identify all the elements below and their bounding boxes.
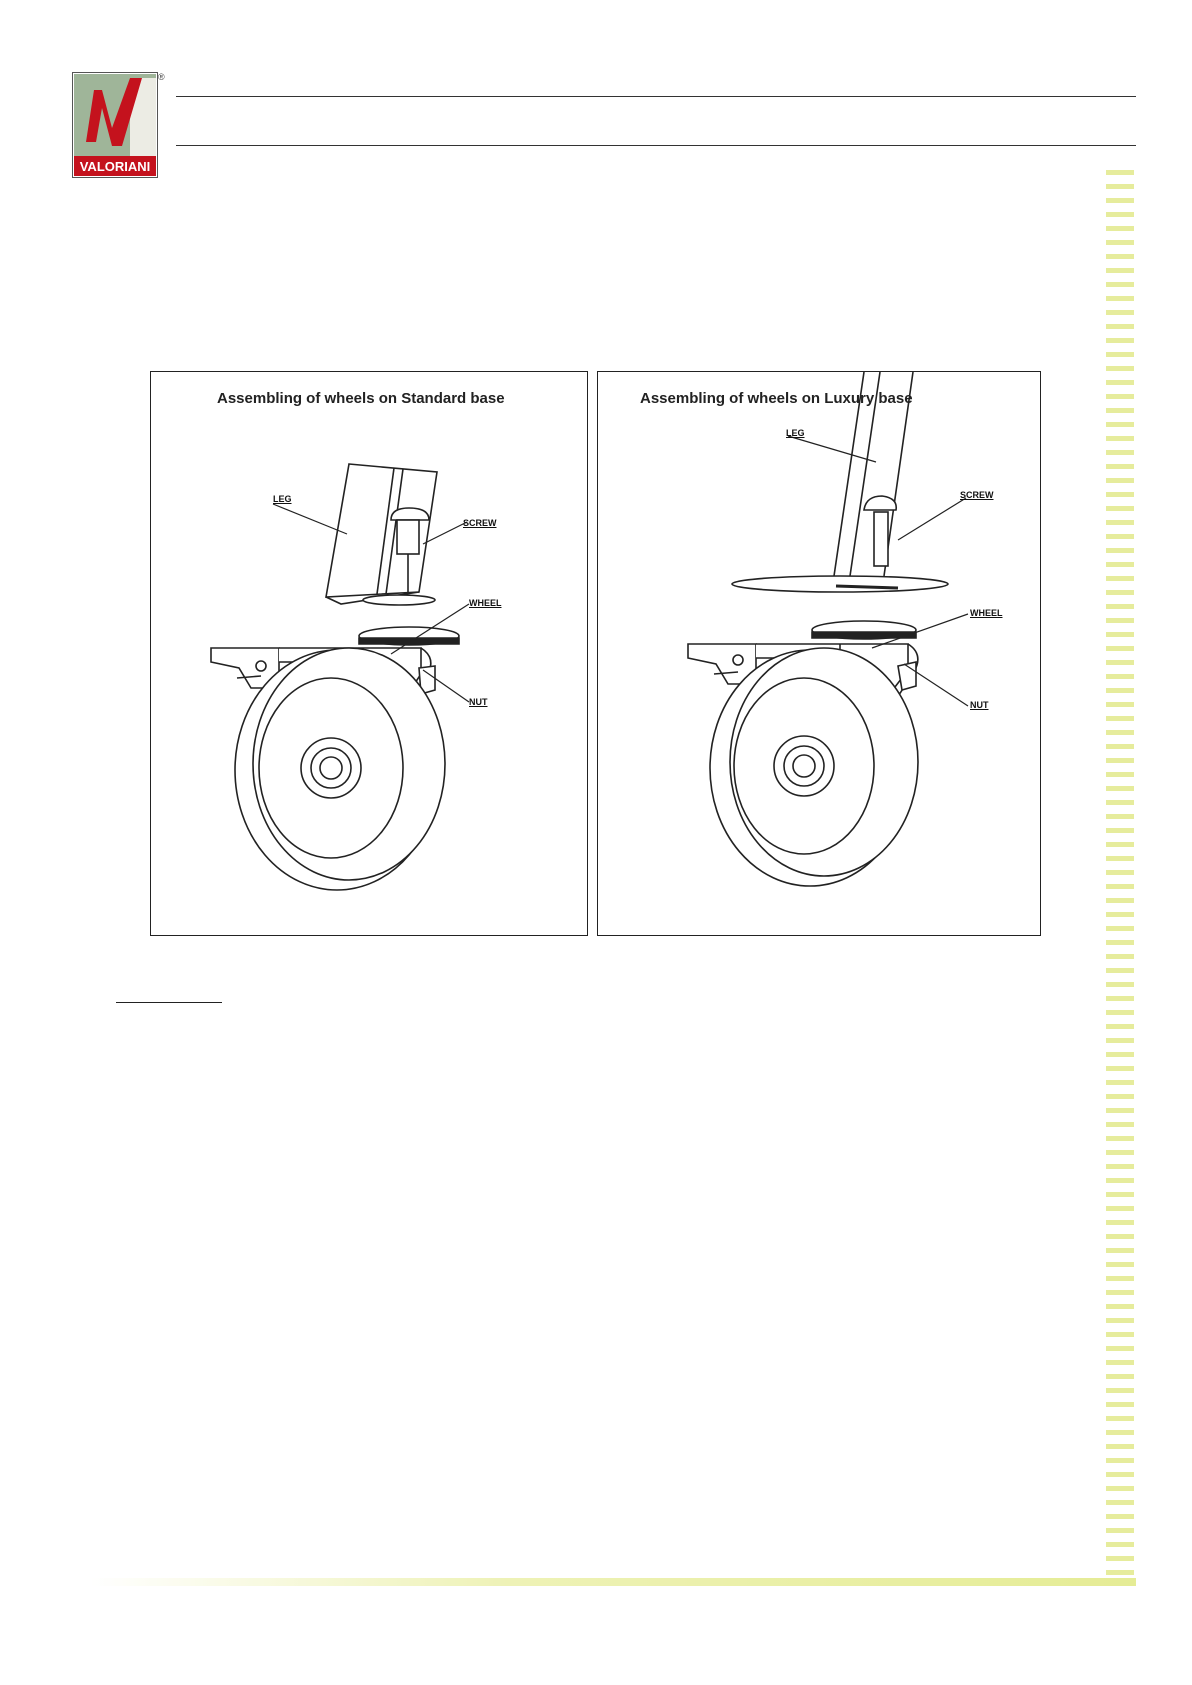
figure-title: Assembling of wheels on Standard base: [217, 390, 505, 407]
section-underline: [116, 1002, 222, 1003]
footer-gradient-band: [90, 1578, 1136, 1586]
callout-leg: LEG: [786, 428, 805, 438]
figure-standard-base: [150, 371, 588, 936]
valoriani-logo-mark: [72, 72, 158, 178]
header-rule-top: [176, 96, 1136, 97]
logo-wordmark: VALORIANI: [79, 159, 151, 174]
callout-leg: LEG: [273, 494, 292, 504]
figure-luxury-base: [597, 371, 1041, 936]
figure-title: Assembling of wheels on Luxury base: [640, 390, 913, 407]
callout-screw: SCREW: [463, 518, 497, 528]
luxury-caster-drawing: [598, 372, 1042, 937]
callout-wheel: WHEEL: [469, 598, 502, 608]
callout-nut: NUT: [469, 697, 488, 707]
callout-screw: SCREW: [960, 490, 994, 500]
standard-caster-drawing: [151, 372, 589, 937]
side-stripe-decoration: [1106, 170, 1134, 1582]
registered-mark: ®: [158, 72, 165, 82]
valoriani-logo: [72, 72, 158, 178]
callout-nut: NUT: [970, 700, 989, 710]
callout-wheel: WHEEL: [970, 608, 1003, 618]
header-rule-bottom: [176, 145, 1136, 146]
